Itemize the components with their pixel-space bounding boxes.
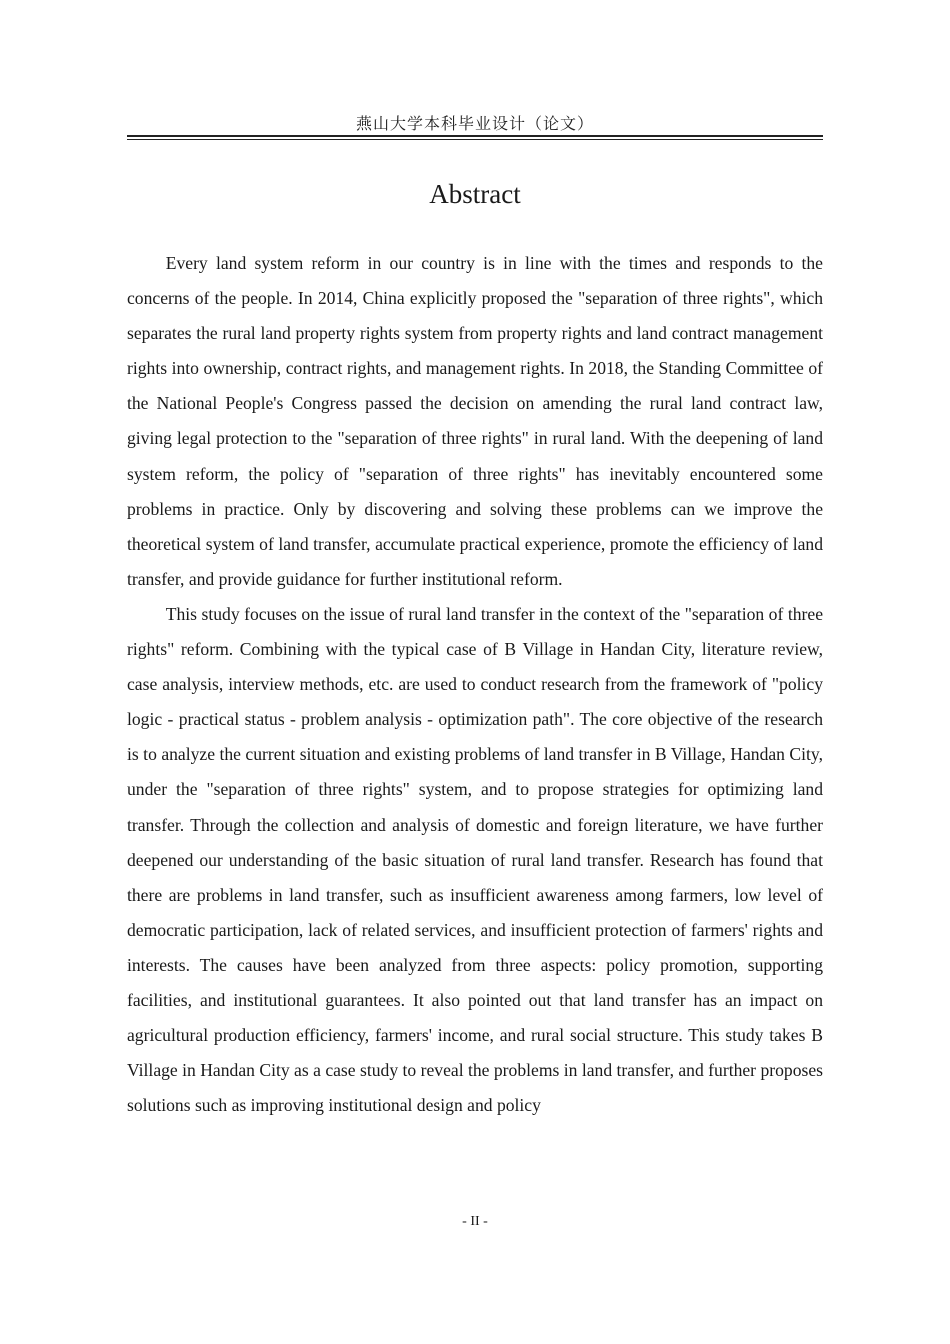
- header-rule-thick: [127, 135, 823, 137]
- header-rule-thin: [127, 139, 823, 140]
- section-title: Abstract: [429, 179, 521, 209]
- running-header: 燕山大学本科毕业设计（论文）: [355, 114, 594, 133]
- abstract-paragraph-2: This study focuses on the issue of rural land transfer in the context of the "separation of three rights" reform. Combining with the typical case of B Village in Handan City, literature review, case analysis, interview methods, etc. are used to conduct research from the framework of "policy logic - practical status - problem analysis - optimization path". The core objective of the research is to analyze the current situation and existing problems of land transfer in B Village, Handan City, under the "separation of three rights" system, and to propose strategies for optimizing land transfer. Through the collection and analysis of domestic and foreign literature, we have further deepened our understanding of the basic situation of rural land transfer. Research has found that there are problems in land transfer, such as insufficient awareness among farmers, low level of democratic participation, lack of related services, and insufficient protection of farmers' rights and interests. The causes have been analyzed from three aspects: policy promotion, supporting facilities, and institutional guarantees. It also pointed out that land transfer has an impact on agricultural production efficiency, farmers' income, and rural social structure. This study takes B Village in Handan City as a case study to reveal the problems in land transfer, and further proposes solutions such as improving institutional design and policy: [127, 603, 823, 1116]
- abstract-body: [127, 246, 823, 1123]
- abstract-paragraph-1: Every land system reform in our country is in line with the times and responds to the concerns of the people. In 2014, China explicitly proposed the "separation of three rights", which separates the rural land property rights system from property rights and land contract management rights into ownership, contract rights, and management rights. In 2018, the Standing Committee of the National People's Congress passed the decision on amending the rural land contract law, giving legal protection to the "separation of three rights" in rural land. With the deepening of land system reform, the policy of "separation of three rights" has inevitably encountered some problems in practice. Only by discovering and solving these problems can we improve the theoretical system of land transfer, accumulate practical experience, promote the efficiency of land transfer, and provide guidance for further institutional reform.: [127, 253, 823, 589]
- page-number: - II -: [462, 1214, 488, 1229]
